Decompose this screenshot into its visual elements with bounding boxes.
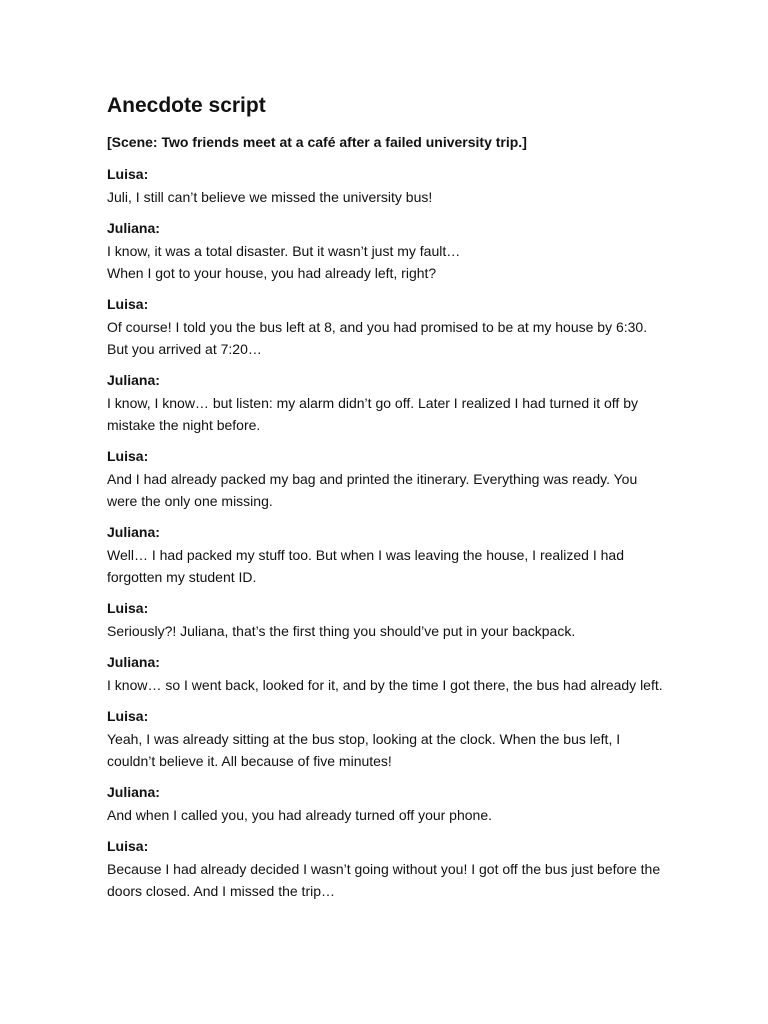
dialogue-line: Yeah, I was already sitting at the bus stop, looking at the clock. When the bus left, I couldn’t believe it. All because of five minutes!: [107, 731, 621, 769]
scene-description: [Scene: Two friends meet at a café after a failed university trip.]: [107, 134, 527, 150]
speaker-name: Luisa:: [107, 600, 149, 616]
dialogue-turn: [107, 446, 668, 512]
dialogue-turn: [107, 294, 668, 360]
speaker-name: Juliana:: [107, 784, 160, 800]
speaker-name: Luisa:: [107, 296, 149, 312]
dialogue-line: Of course! I told you the bus left at 8, and you had promised to be at my house by 6:30. But you arrived at 7:20…: [107, 319, 648, 357]
dialogue-line: And when I called you, you had already turned off your phone.: [107, 807, 493, 823]
dialogue-line: Because I had already decided I wasn’t going without you! I got off the bus just before the doors closed. And I missed the trip…: [107, 861, 661, 899]
dialogue-turn: [107, 370, 668, 436]
speaker-name: Luisa:: [107, 708, 149, 724]
dialogue-line: And I had already packed my bag and printed the itinerary. Everything was ready. You were the only one missing.: [107, 471, 638, 509]
dialogue-line: Well… I had packed my stuff too. But when I was leaving the house, I realized I had forgotten my student ID.: [107, 547, 624, 585]
dialogue-turn: [107, 522, 668, 588]
dialogue-turn: [107, 836, 668, 902]
speaker-name: Luisa:: [107, 448, 149, 464]
dialogue-turn: [107, 782, 668, 826]
dialogue-line: Seriously?! Juliana, that’s the first thing you should’ve put in your backpack.: [107, 623, 576, 639]
speaker-name: Juliana:: [107, 654, 160, 670]
speaker-name: Luisa:: [107, 838, 149, 854]
speaker-name: Juliana:: [107, 220, 160, 236]
dialogue-turn: [107, 164, 668, 208]
dialogue-line: When I got to your house, you had already left, right?: [107, 265, 437, 281]
dialogue-line: Juli, I still can’t believe we missed the university bus!: [107, 189, 433, 205]
speaker-name: Juliana:: [107, 372, 160, 388]
document-title: Anecdote script: [107, 94, 266, 117]
dialogue-turn: [107, 598, 668, 642]
dialogue-turn: [107, 652, 668, 696]
dialogue-turn: [107, 706, 668, 772]
dialogue-turn: [107, 218, 668, 284]
speaker-name: Luisa:: [107, 166, 149, 182]
speaker-name: Juliana:: [107, 524, 160, 540]
dialogue-line: I know, I know… but listen: my alarm didn’t go off. Later I realized I had turned it off by mistake the night before.: [107, 395, 638, 433]
dialogue-line: I know… so I went back, looked for it, and by the time I got there, the bus had already left.: [107, 677, 663, 693]
dialogue-line: I know, it was a total disaster. But it wasn’t just my fault…: [107, 243, 461, 259]
